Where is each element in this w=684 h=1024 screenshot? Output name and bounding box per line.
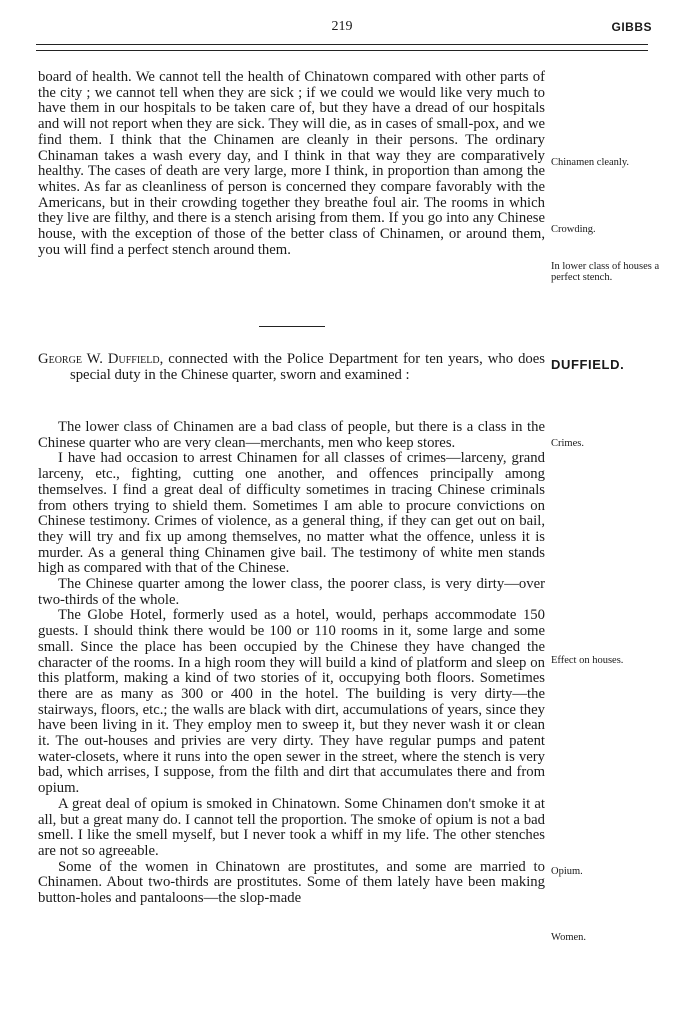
continued-testimony	[38, 70, 545, 258]
page-number: 219	[331, 19, 353, 34]
witness-intro: , connected with the Police Department for ten years, who does special duty in the Chinese quarter, sworn and examined :	[70, 351, 545, 383]
paragraph: The lower class of Chinamen are a bad class of people, but there is a class in the Chinese quarter who are very clean—merchants, men who keep stores.	[38, 419, 545, 451]
header-rule	[36, 44, 648, 45]
header-rule-double	[36, 50, 648, 51]
witness-name: George W. Duffield	[38, 351, 160, 367]
margin-note-opium: Opium.	[551, 866, 583, 877]
witness-introduction	[38, 352, 545, 383]
margin-note-women: Women.	[551, 932, 587, 943]
paragraph: I have had occasion to arrest Chinamen for all classes of crimes—larceny, grand larceny, etc., fighting, cutting one another, and offences principally among themselves. I find a great deal of difficulty sometimes in tracing Chinese criminals from others trying to shield them. Sometimes I am able to procure convictions on Chinese testimony. Crimes of violence, as a general thing, if they can get out on bail, they will try and fix up among themselves, no matter what the offence, unless it is murder. As a general thing Chinamen give bail. The testimony of white men stands high as compared with that of the Chinese.	[38, 450, 545, 577]
paragraph: A great deal of opium is smoked in Chinatown. Some Chinamen don't smoke it at all, but a great many do. I cannot tell the proportion. The smoke of opium is not a bad smell. I like the smell myself, but I never took a whiff in my life. The other stenches are not so agreeable.	[38, 795, 545, 859]
paragraph: The Globe Hotel, formerly used as a hotel, would, perhaps accommodate 150 guests. I should think there would be 100 or 110 rooms in it, some large and some small. Since the place has been occupied by the Chinese they have changed the character of the rooms. In a high room they will build a kind of platform and sleep on this platform, making a kind of two stories of it, occupying both floors. Sometimes there are as many as 300 or 400 in the hotel. The building is very dirty—the stairways, floors, etc.; the walls are black with dirt, accumulations of years, since they have been living in it. They employ men to sweep it, but they never wash it or clean it. The out-houses and privies are very dirty. They have regular pumps and patent water-closets, where it runs into the open sewer in the street, where the stench is very bad, which arrises, I suppose, from the filth and dirt that accumulates there and from opium.	[38, 607, 545, 797]
margin-note-crimes: Crimes.	[551, 438, 584, 449]
section-separator	[259, 326, 325, 327]
margin-witness-name: DUFFIELD.	[551, 357, 625, 372]
margin-note-cleanly: Chinamen cleanly.	[551, 157, 630, 168]
testimony	[38, 420, 545, 907]
running-head: GIBBS	[611, 20, 652, 34]
paragraph: Some of the women in Chinatown are prostitutes, and some are married to Chinamen. About two-thirds are prostitutes. Some of them lately have been making button-holes and pantaloons—the slop-made	[38, 858, 545, 907]
margin-note-houses: Effect on houses.	[551, 655, 624, 666]
paragraph: board of health. We cannot tell the health of Chinatown compared with other parts of the city ; we cannot tell when they are sick ; if we could we would like very much to have them in our hospitals to be taken care of, but they have a dread of our hospitals and will not report when they are sick. They will die, as in cases of small-pox, and we find them. I think that the Chinamen are cleanly in their persons. The ordinary Chinaman takes a wash every day, and I think in that way they are comparatively healthy. The cases of death are very large, more I think, in proportion than among the whites. As far as cleanliness of person is concerned they compare favorably with the Americans, but in their crowding together they breathe foul air. The rooms in which they live are filthy, and there is a stench arising from them. If you go into any Chinese house, with the exception of those of the better class of Chinamen, or around them, you will find a perfect stench around them.	[38, 69, 545, 258]
paragraph: The Chinese quarter among the lower class, the poorer class, is very dirty—over two-thirds of the whole.	[38, 576, 545, 608]
margin-note-lower-class: In lower class of houses a perfect stench.	[551, 261, 660, 283]
margin-note-crowding: Crowding.	[551, 224, 596, 235]
